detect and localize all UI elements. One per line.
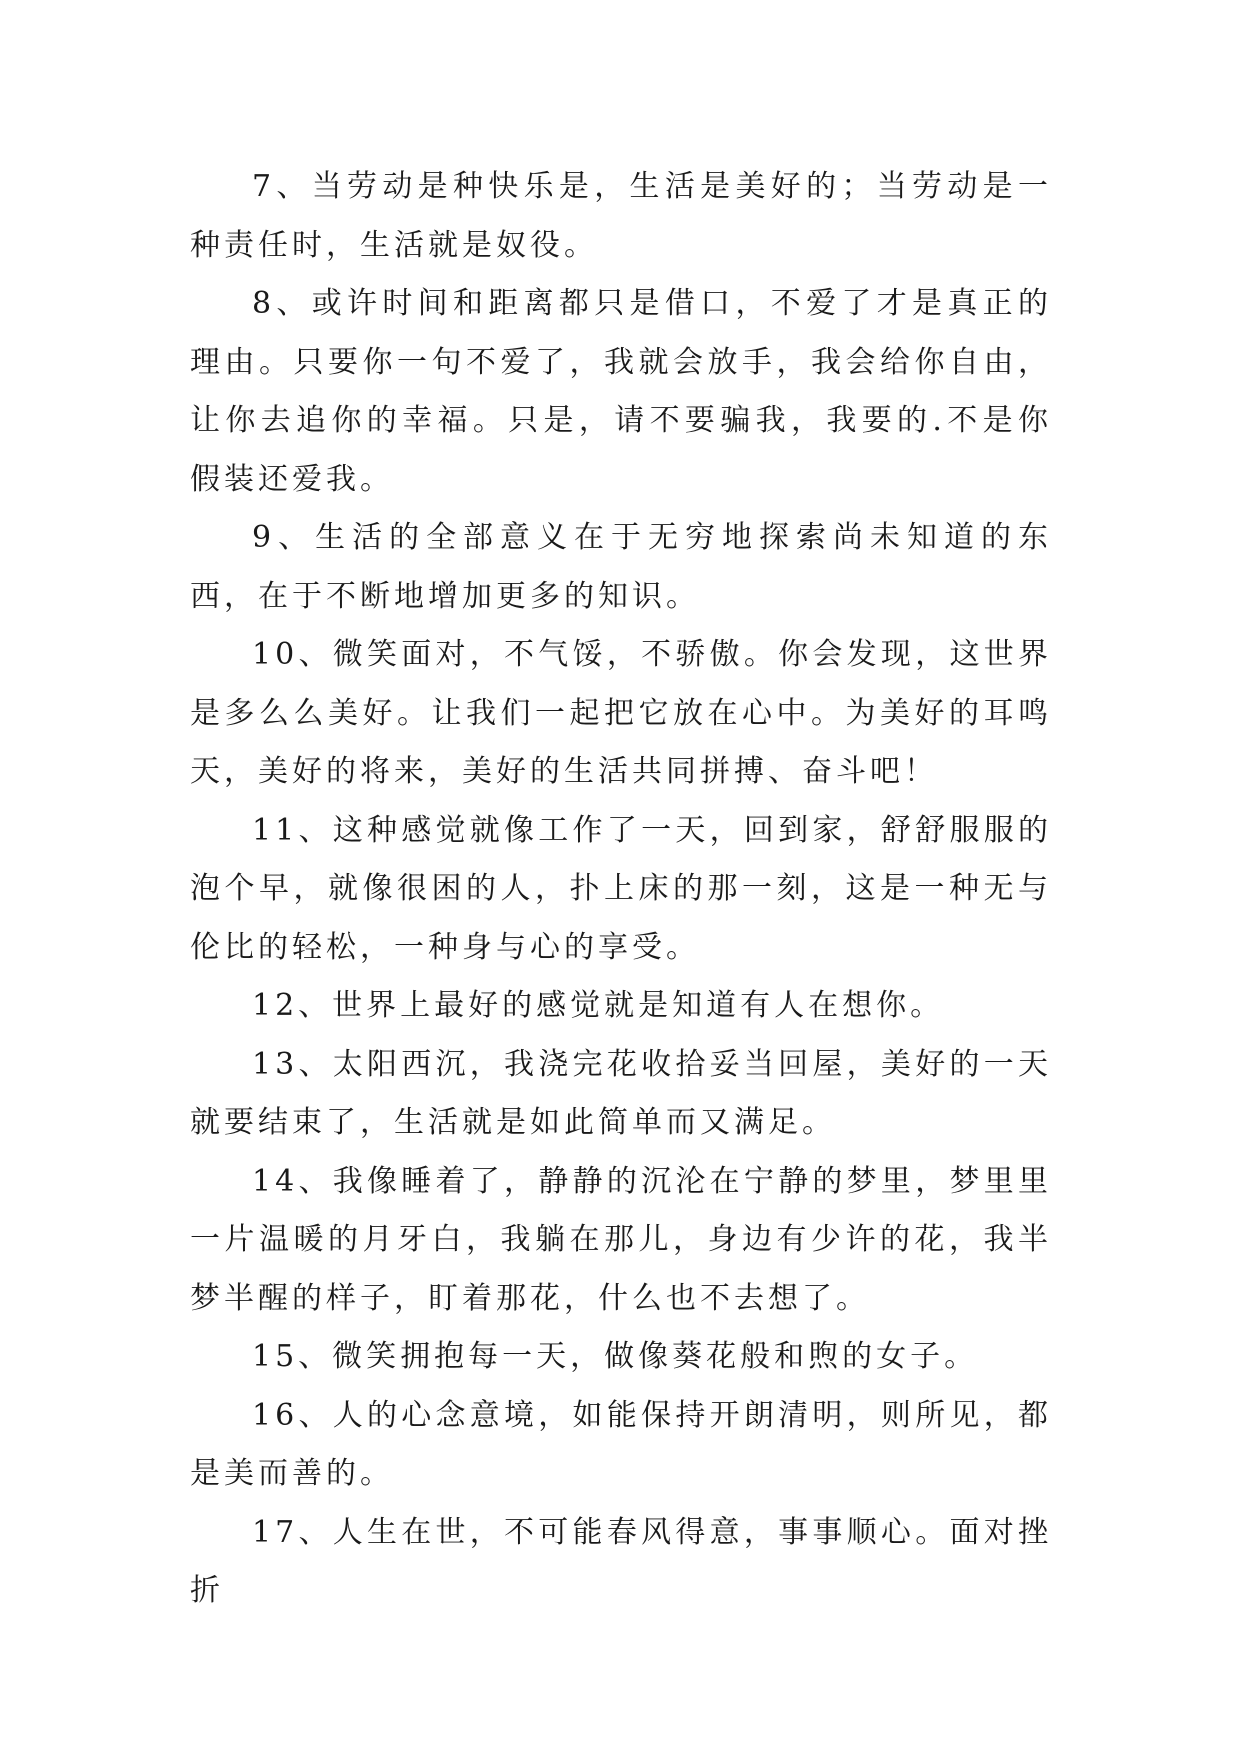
paragraph-17: 17、人生在世，不可能春风得意，事事顺心。面对挫折 bbox=[190, 1514, 1052, 1608]
paragraph-7: 7、当劳动是种快乐是，生活是美好的；当劳动是一种责任时，生活就是奴役。 bbox=[190, 169, 1052, 263]
paragraph-8: 8、或许时间和距离都只是借口，不爱了才是真正的理由。只要你一句不爱了，我就会放手，我会给你自由，让你去追你的幸福。只是，请不要骗我，我要的.不是你假装还爱我。 bbox=[190, 286, 1052, 497]
paragraph-12: 12、世界上最好的感觉就是知道有人在想你。 bbox=[252, 988, 945, 1023]
paragraph-13: 13、太阳西沉，我浇完花收拾妥当回屋，美好的一天就要结束了，生活就是如此简单而又满足。 bbox=[190, 1046, 1052, 1140]
paragraph-10: 10、微笑面对，不气馁，不骄傲。你会发现，这世界是多么么美好。让我们一起把它放在心中。为美好的耳鸣天，美好的将来，美好的生活共同拼搏、奋斗吧！ bbox=[190, 637, 1052, 789]
paragraph-9: 9、生活的全部意义在于无穷地探索尚未知道的东西，在于不断地增加更多的知识。 bbox=[190, 520, 1052, 614]
paragraph-14: 14、我像睡着了，静静的沉沦在宁静的梦里，梦里里一片温暖的月牙白，我躺在那儿，身边有少许的花，我半梦半醒的样子，盯着那花，什么也不去想了。 bbox=[190, 1163, 1052, 1316]
paragraph-16: 16、人的心念意境，如能保持开朗清明，则所见，都是美而善的。 bbox=[190, 1397, 1052, 1491]
paragraph-11: 11、这种感觉就像工作了一天，回到家，舒舒服服的泡个早，就像很困的人，扑上床的那一刻，这是一种无与伦比的轻松，一种身与心的享受。 bbox=[190, 812, 1052, 965]
document-body bbox=[190, 158, 1052, 1621]
paragraph-15: 15、微笑拥抱每一天，做像葵花般和煦的女子。 bbox=[252, 1339, 979, 1374]
